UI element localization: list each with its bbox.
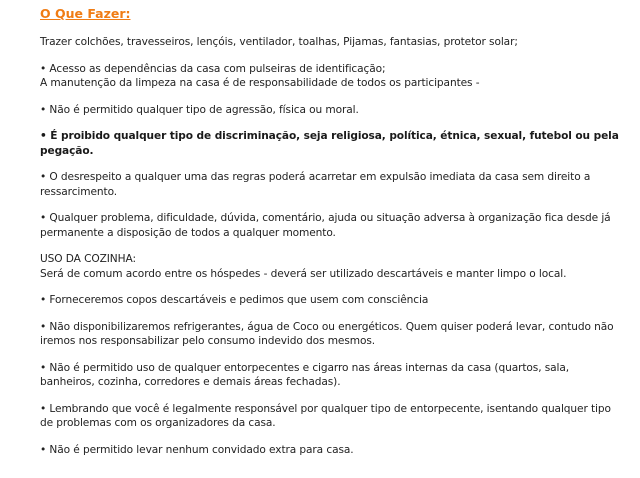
paragraph-responsibility: • Lembrando que você é legalmente responsável por qualquer tipo de entorpecente, isentando qualquer tipo de problemas com os organizadores da casa. <box>40 402 611 429</box>
access-line: • Acesso as dependências da casa com pulseiras de identificação; <box>40 62 386 75</box>
paragraph-drinks: • Não disponibilizaremos refrigerantes, água de Coco ou energéticos. Quem quiser poderá levar, contudo não iremos nos responsabilizar pelo consumo indevido dos mesmos. <box>40 320 614 347</box>
paragraph-disrespect: • O desrespeito a qualquer uma das regras poderá acarretar em expulsão imediata da casa sem direito a ressarcimento. <box>40 171 591 198</box>
kitchen-agreement: Será de comum acordo entre os hóspedes - deverá ser utilizado descartáveis e manter limpo o local. <box>40 267 567 280</box>
paragraph-no-discrimination: • É proibido qualquer tipo de discriminação, seja religiosa, política, étnica, sexual, futebol ou pela pegação. <box>40 130 619 157</box>
cleaning-line: A manutenção da limpeza na casa é de responsabilidade de todos os participantes - <box>40 77 480 89</box>
kitchen-section <box>40 252 620 281</box>
section-heading: O Que Fazer: <box>40 6 131 21</box>
paragraph-problems: • Qualquer problema, dificuldade, dúvida, comentário, ajuda ou situação adversa à organização fica desde já permanente a disposição de todos a qualquer momento. <box>40 212 611 239</box>
paragraph-access-cleaning <box>40 62 620 91</box>
paragraph-no-guests: • Não é permitido levar nenhum convidado extra para casa. <box>40 443 354 456</box>
kitchen-title: USO DA COZINHA: <box>40 253 136 265</box>
paragraph-cups: • Forneceremos copos descartáveis e pedimos que usem com consciência <box>40 294 429 306</box>
paragraph-no-aggression: • Não é permitido qualquer tipo de agressão, física ou moral. <box>40 103 359 116</box>
paragraph-no-substances: • Não é permitido uso de qualquer entorpecentes e cigarro nas áreas internas da casa (quartos, sala, banheiros, cozinha, corredores e demais áreas fechadas). <box>40 361 570 388</box>
paragraph-bring-items: Trazer colchões, travesseiros, lençóis, ventilador, toalhas, Pijamas, fantasias, protetor solar; <box>40 36 518 48</box>
